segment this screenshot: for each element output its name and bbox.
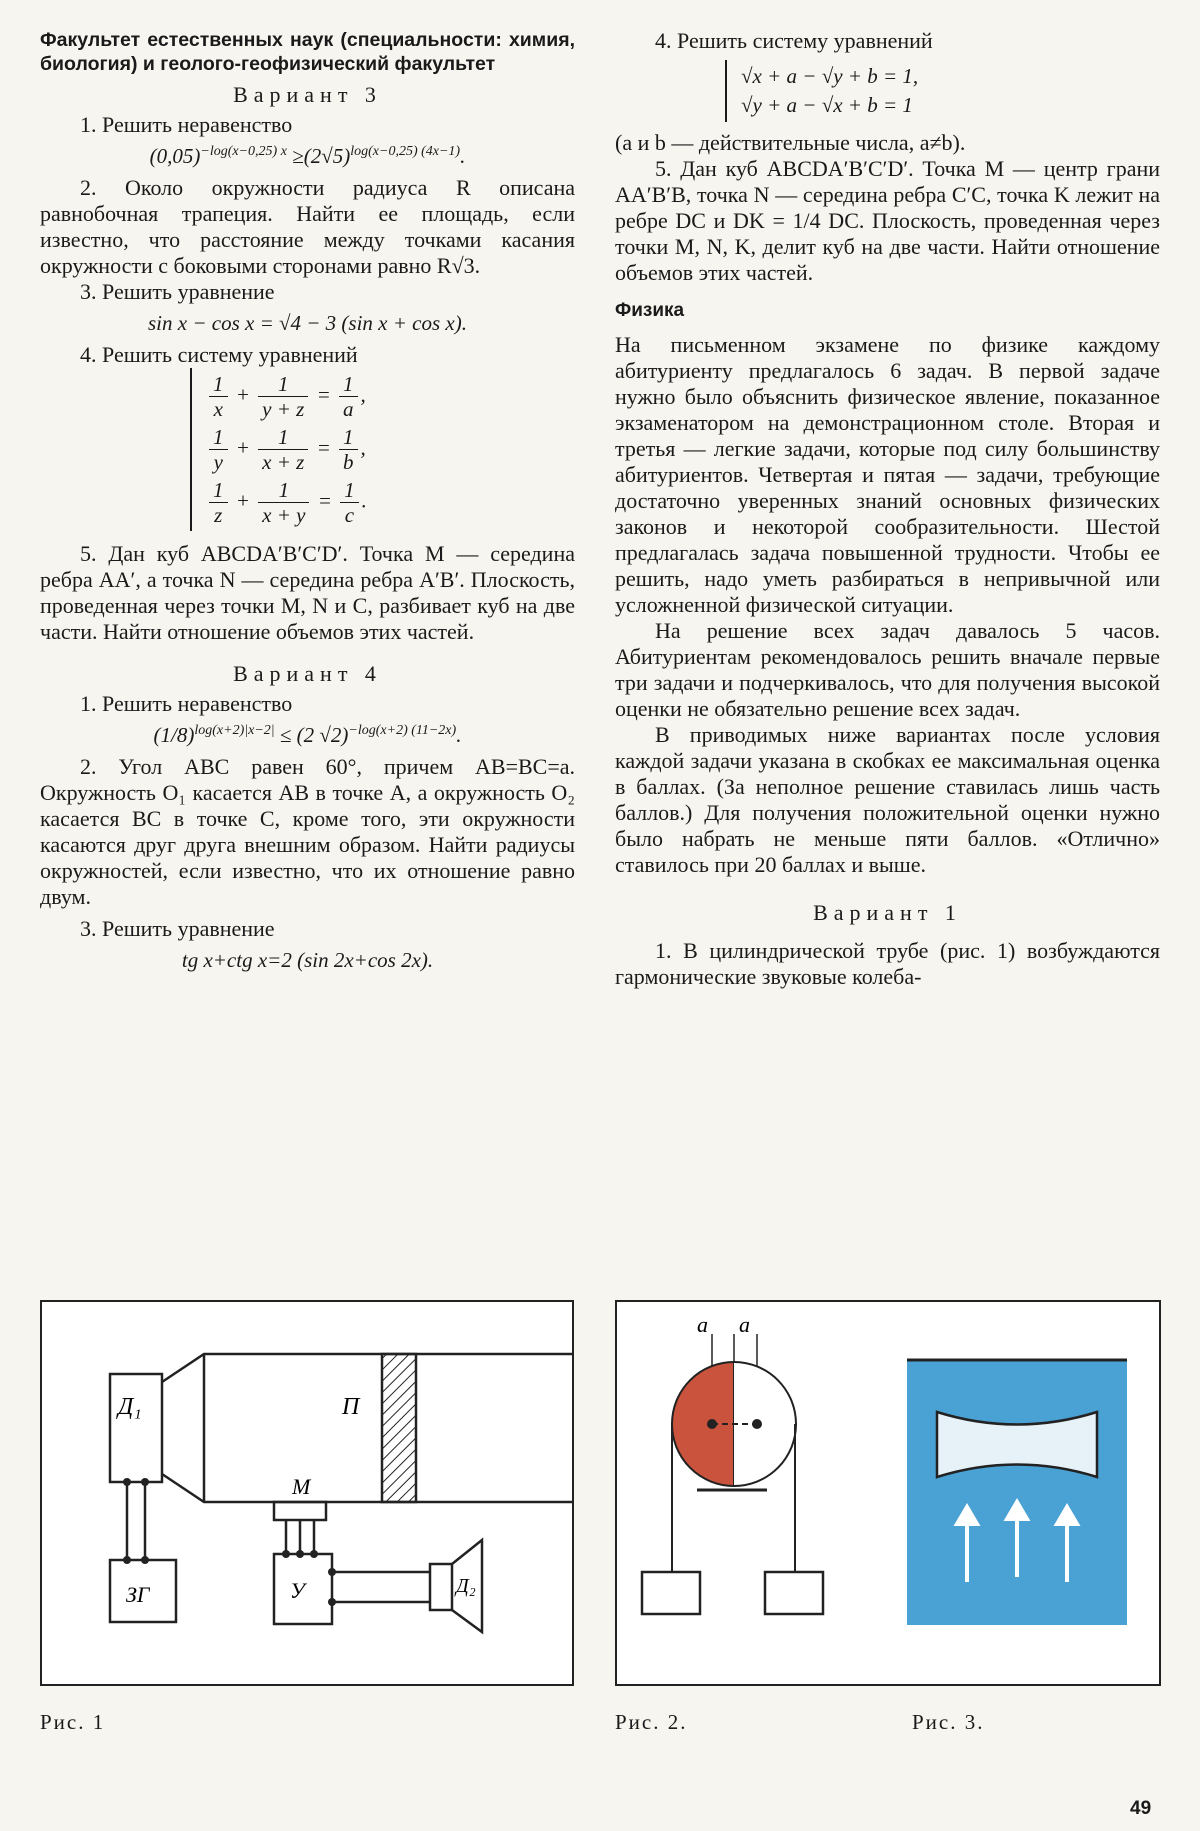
v3-problem-1: 1. Решить неравенство [80, 112, 293, 137]
system-row: $\frac{1}{z}$ + $\frac{1}{x + y}$ = $\frac{1}{c}$ . [206, 478, 367, 527]
physics-intro: На письменном экзамене по физике каждому абитуриенту предлагалось 6 задач. В первой задаче нужно было объяснить физическое явление, показанное экзаменатором на демонстрационном столе. Вторая и третья — легкие задачи, которые под силу большинству абитуриентов. Четвертая и пятая — задачи, требующие достаточно уверенных знаний основных физических законов и некоторой сообразительности. Шестой предлагалась задача повышенной трудности. Чтобы ее решить, надо уметь разбираться в непривычной или усложненной физической ситуации. [615, 332, 1160, 617]
problem-5-cube: 5. Дан куб ABCDA′B′C′D′. Точка M — центр грани AA′B′B, точка N — середина ребра C′C, точка K лежит на ребре DC и DK = 1/4 DC. Плоскость, проведенная через точки M, N, K, делит куб на две части. Найти отношение объемов этих частей. [615, 156, 1160, 285]
v4-problem-3: 3. Решить уравнение [80, 916, 275, 941]
variant-1-title: Вариант 1 [813, 900, 962, 925]
figure-1-diagram [42, 1302, 572, 1684]
label-d1: Д₁ [118, 1394, 142, 1420]
page-number: 49 [1130, 1798, 1152, 1819]
system-row: √x + a − √y + b = 1, [741, 64, 919, 88]
v3-problem-4: 4. Решить систему уравнений [80, 342, 358, 367]
system-row: √y + a − √x + b = 1 [741, 93, 913, 117]
label-a-left: a [697, 1312, 708, 1337]
v4-equation: tg x+ctg x=2 (sin 2x+cos 2x). [181, 948, 434, 972]
system-row: $\frac{1}{x}$ + $\frac{1}{y + z}$ = $\frac{1}{a}$ , [206, 372, 367, 421]
physics-heading: Физика [615, 300, 685, 321]
v3-problem-5: 5. Дан куб ABCDA′B′C′D′. Точка M — середина ребра AA′, а точка N — середина ребра A′B′. Плоскость, проведенная через точки M, N и C, разбивает куб на две части. Найти отношение объемов этих частей. [40, 541, 575, 644]
v3-problem-3: 3. Решить уравнение [80, 279, 275, 304]
v4-inequality: $(1/8)^{log(x+2)|x-2|} \le (2$ √2)$^{-log(x+2) (11-2x)}$. [153, 723, 462, 747]
v3-problem-2: 2. Около окружности радиуса R описана равнобочная трапеция. Найти ее площадь, если известно, что расстояние между точками касания окружности с боковыми сторонами равно R√3. [40, 175, 575, 278]
label-zg: ЗГ [126, 1582, 150, 1607]
faculty-heading: Факультет естественных наук (специальности: химия, биология) и геолого-геофизический факультет [40, 29, 575, 75]
label-u: У [290, 1578, 305, 1603]
label-p: П [342, 1394, 360, 1420]
physics-scoring: В приводимых ниже вариантах после условия каждой задачи указана в скобках ее максимальная оценка в баллах. (За неполное решение ставилась лишь часть баллов.) Для получения положительной оценки нужно было набрать не меньше пяти баллов. «Отлично» ставилось при 20 баллах и выше. [615, 722, 1160, 877]
v4-problem-2: 2. Угол ABC равен 60°, причем AB=BC=a. Окружность O₁ касается AB в точке A, а окружность O₂ касается BC в точке C, кроме того, эти окружности касаются друг друга внешним образом. Найти радиусы окружностей, если известно, что их отношение равно двум. [40, 754, 575, 909]
variant-4-title: Вариант 4 [233, 661, 382, 686]
left-column [40, 28, 575, 979]
figure-1-caption: Рис. 1 [40, 1710, 106, 1734]
water-tank [907, 1360, 1127, 1625]
label-a-right: a [739, 1312, 750, 1337]
figure-2-3 [615, 1300, 1161, 1686]
figure-3-caption: Рис. 3. [912, 1710, 985, 1734]
physics-time: На решение всех задач давалось 5 часов. Абитуриентам рекомендовалось решить вначале первые три задачи и подчеркивалось, что для получения высокой оценки не обязательно решение всех задач. [615, 618, 1160, 721]
v3-inequality: $(0,05)^{-log(x-0,25) x} \ge(2√5)^{log(x-0,25) (4x-1)}$. [149, 144, 466, 168]
figure-2-diagram [617, 1302, 1159, 1684]
v3-system [190, 368, 367, 531]
label-m: М [292, 1474, 311, 1499]
v3-problem-4-cont: 4. Решить систему уравнений [655, 28, 933, 53]
figure-2-caption: Рис. 2. [615, 1710, 688, 1734]
v1-problem-1: 1. В цилиндрической трубе (рис. 1) возбуждаются гармонические звуковые колеба- [615, 938, 1160, 989]
variant-3-title: Вариант 3 [233, 82, 382, 107]
system-condition: (a и b — действительные числа, a≠b). [615, 130, 966, 155]
label-d2: Д₂ [456, 1575, 476, 1597]
root-system [725, 60, 918, 122]
system-row: $\frac{1}{y}$ + $\frac{1}{x + z}$ = $\frac{1}{b}$ , [206, 425, 367, 474]
figure-1 [40, 1300, 574, 1686]
v4-problem-1: 1. Решить неравенство [80, 691, 293, 716]
v3-equation: sin x − cos x = √4 − 3 (sin x + cos x). [148, 311, 467, 335]
right-column [615, 28, 1160, 990]
